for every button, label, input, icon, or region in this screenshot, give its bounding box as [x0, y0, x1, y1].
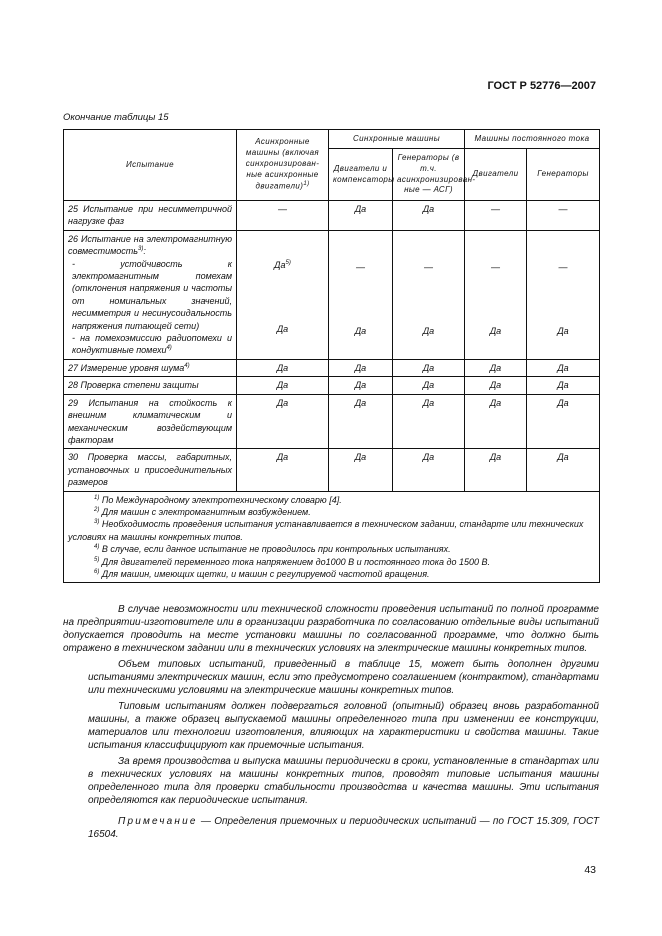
- paragraph: В случае невозможности или технической сложности проведения испытаний по полной программе на предприятии-изготовителе или в организации разработчика по согласованию отдельные виды испытаний допускается проводить на месте установки машины по согласованной программе, что должно быть отражено в техническом задании или в технических условиях на электрические машины конкретных типов.: [63, 604, 599, 654]
- cell-dc-generators: [527, 230, 600, 359]
- footnote-item: $^{3)}$ Необходимость проведения испытания устанавливается в техническом задании, стандарте или технических условиях на машины конкретных типов.: [68, 519, 584, 542]
- cell-async: Да: [237, 449, 329, 491]
- note-text: — Определения приемочных и периодических испытаний — по ГОСТ 15.309, ГОСТ 16504.: [88, 816, 599, 840]
- row-test: 29 Испытания на стойкость к внешним климатическим и механическим воздействующим факторам: [64, 394, 237, 449]
- cell-sync-generators: Да: [393, 359, 465, 376]
- document-header: ГОСТ Р 52776—2007: [487, 80, 596, 92]
- table-row: [64, 394, 600, 449]
- header-sync-motors: Двигатели и компенсаторы: [329, 149, 393, 201]
- cell-sub1: —: [356, 261, 365, 272]
- header-dc-generators: Генераторы: [527, 149, 600, 201]
- cell-sync-generators: Да: [393, 394, 465, 449]
- cell-sync-generators: Да: [393, 201, 465, 231]
- row-test-main: 26 Испытание на электромагнитную совместимость: [68, 233, 232, 257]
- cell-dc-generators: Да: [527, 449, 600, 491]
- table-continuation-title: Окончание таблицы 15: [63, 112, 169, 123]
- cell-dc-generators: Да: [527, 377, 600, 394]
- paragraph: За время производства и выпуска машины периодически в сроки, установленные в стандартах или в технических условиях на машины конкретных типов, проводят типовые испытания машины определенного типа для проверки стабильности производства и качества машины. Эти испытания определяются как периодические испытания.: [88, 756, 599, 806]
- footnote-item: $^{5)}$ Для двигателей переменного тока напряжением до1000 В и постоянного тока до 1500 В.: [94, 556, 490, 567]
- cell-sub1: —: [491, 261, 501, 272]
- row-test-sub2: - на помехоэмиссию радиопомехи и кондуктивные помехи: [72, 333, 232, 356]
- row-test-sub2-footnote-mark: 4): [166, 345, 172, 352]
- cell-sync-motors: Да: [329, 359, 393, 376]
- cell-async: Да: [237, 394, 329, 449]
- cell-sync-motors: Да: [329, 394, 393, 449]
- tests-table: [63, 129, 600, 583]
- cell-sub1: —: [558, 261, 568, 272]
- note-label: Примечание: [118, 816, 198, 827]
- cell-dc-motors: Да: [465, 359, 527, 376]
- header-test: Испытание: [64, 130, 237, 201]
- row-test: 28 Проверка степени защиты: [64, 377, 237, 394]
- table-row: [64, 230, 600, 359]
- cell-sub2: Да: [489, 326, 502, 337]
- cell-sync-generators: Да: [393, 449, 465, 491]
- cell-dc-motors: [465, 230, 527, 359]
- cell-sub2: Да: [354, 326, 367, 337]
- table-row: [64, 449, 600, 491]
- cell-sync-motors: Да: [329, 201, 393, 231]
- cell-sub2: Да: [557, 326, 569, 337]
- table-row: [64, 359, 600, 376]
- cell-async: [237, 230, 329, 359]
- cell-dc-motors: —: [465, 201, 527, 231]
- header-async-footnote-mark: 1): [303, 181, 310, 188]
- cell-async: —: [237, 201, 329, 231]
- row-test: 30 Проверка массы, габаритных, установочных и присоединительных размеров: [64, 449, 237, 491]
- cell-sync-generators: [393, 230, 465, 359]
- footnotes: [64, 491, 600, 583]
- cell-dc-motors: Да: [465, 449, 527, 491]
- paragraph: Объем типовых испытаний, приведенный в таблице 15, может быть дополнен другими испытаниями электрических машин, если это предусмотрено соглашением (контрактом), стандартами или техническими условиями на электрические машины конкретных типов.: [88, 659, 599, 696]
- cell-dc-motors: Да: [465, 394, 527, 449]
- table-row: [64, 377, 600, 394]
- page-number: 43: [584, 864, 596, 876]
- cell-async: Да: [237, 359, 329, 376]
- cell-async-sub1-footnote-mark: 5): [285, 259, 291, 266]
- body-text: [63, 603, 599, 844]
- row-test-footnote-mark: 4): [184, 362, 190, 369]
- footnote-item: $^{2)}$ Для машин с электромагнитным возбуждением.: [94, 506, 311, 517]
- table-row: [64, 201, 600, 231]
- header-sync-group: Синхронные машины: [329, 130, 465, 149]
- footnote-item: $^{4)}$ В случае, если данное испытание не проводилось при контрольных испытаниях.: [94, 544, 451, 555]
- header-dc-motors: Двигатели: [465, 149, 527, 201]
- header-sync-generators: Генераторы (в т.ч. асинхронизирован-ные — АСГ): [393, 149, 465, 201]
- footnote-item: $^{1)}$ По Международному электротехническому словарю [4].: [94, 494, 342, 505]
- paragraph: Типовым испытаниям должен подвергаться головной (опытный) образец вновь разработанной машины, а также образец выпускаемой машины определенного типа при изменении ее конструкции, материалов или технологии изготовления, влияющих на характеристики и свойства машины. Такие испытания классифицируют как приемочные испытания.: [88, 701, 599, 751]
- note-paragraph: [88, 815, 599, 841]
- cell-sync-motors: [329, 230, 393, 359]
- cell-sub1: —: [424, 261, 433, 272]
- cell-dc-motors: Да: [465, 377, 527, 394]
- cell-sync-generators: Да: [393, 377, 465, 394]
- row-test: 25 Испытание при несимметричной нагрузке фаз: [64, 201, 237, 231]
- row-test: 27 Измерение уровня шума$^{4)}$: [64, 359, 237, 376]
- cell-sub2: Да: [422, 326, 435, 337]
- footnote-item: $^{6)}$ Для машин, имеющих щетки, и машин с регулируемой частотой вращения.: [94, 568, 430, 579]
- row-test-main-footnote-mark: 3): [138, 246, 144, 253]
- header-dc-group: Машины постоянного тока: [465, 130, 600, 149]
- row-test-sub1: - устойчивость к электромагнитным помехам (отклонения напряжения и частоты от номинальных значений, несимметрия и несинусоидальность напряжения питающей сети): [72, 258, 232, 331]
- cell-dc-generators: Да: [527, 359, 600, 376]
- cell-async-sub2: Да: [276, 324, 289, 335]
- cell-async-sub1: Да: [274, 259, 286, 270]
- cell-dc-generators: —: [527, 201, 600, 231]
- cell-dc-generators: Да: [527, 394, 600, 449]
- row-test-sub2-wrap: [68, 332, 232, 357]
- table-header-row: [64, 130, 600, 149]
- cell-sync-motors: Да: [329, 449, 393, 491]
- cell-sync-motors: Да: [329, 377, 393, 394]
- cell-async: Да: [237, 377, 329, 394]
- row-test: 26 Испытание на электромагнитную совместимость$^{3)}$: - устойчивость к электромагнитным помехам (отклонения напряжения и частоты от номинальных значений, несимметрия и несинусоидальность напряжения питающей сети) - на помехоэмиссию радиопомехи и кондуктивные помехи$^{4)}$: [64, 230, 237, 359]
- footnotes-row: [64, 491, 600, 583]
- header-async: Асинхронные машины (включая синхронизирован-ные асинхронные двигатели)$^{1)}$: [237, 130, 329, 201]
